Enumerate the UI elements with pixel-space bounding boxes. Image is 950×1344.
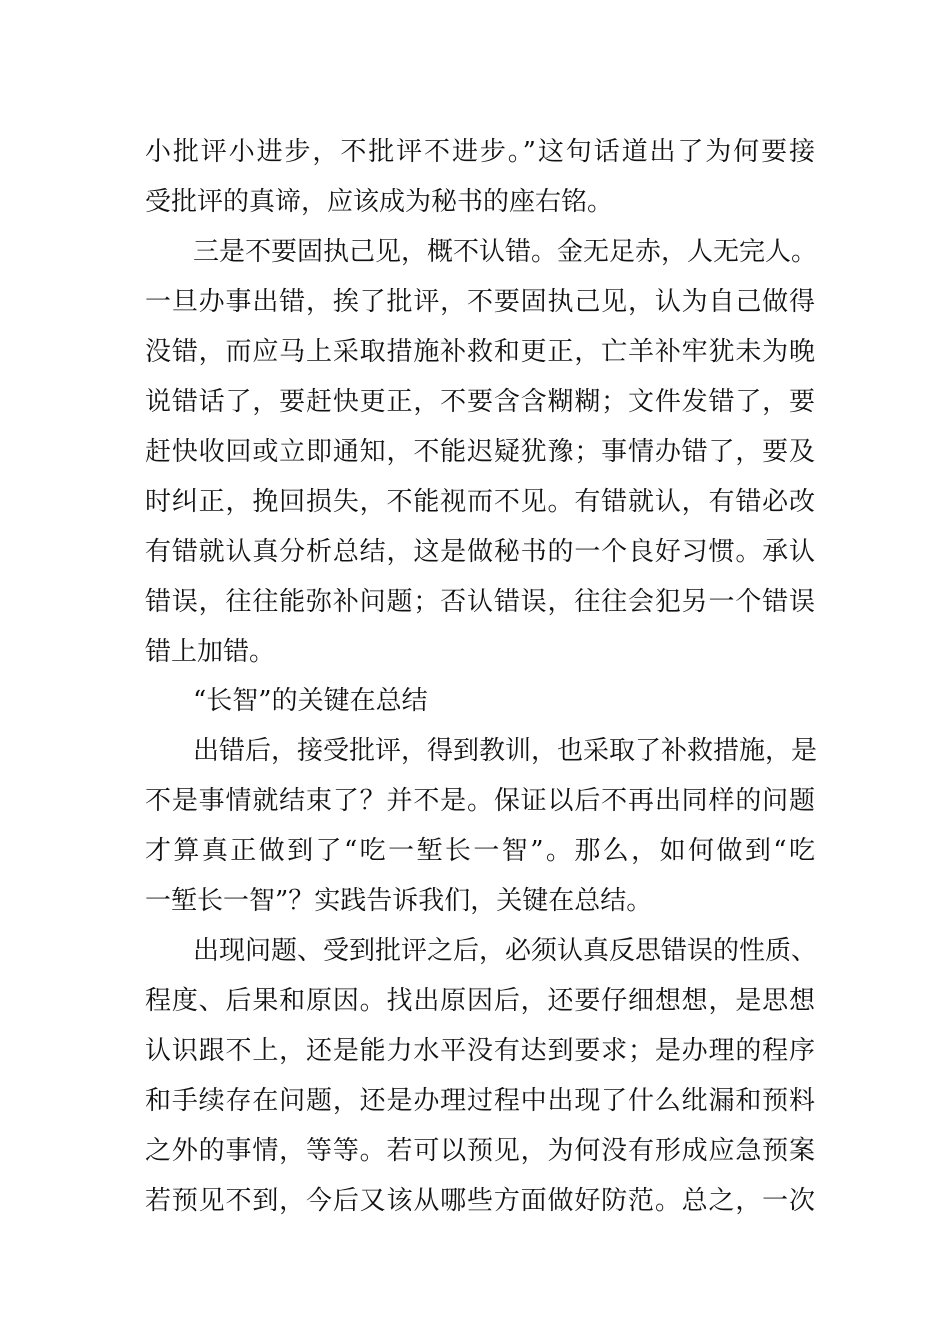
text-line-8: 时纠正，挽回损失，不能视而不见。有错就认，有错必改 xyxy=(145,487,815,517)
text-line-11: 错上加错。 xyxy=(145,637,276,667)
paragraph-start-line: 出错后，接受批评，得到教训，也采取了补救措施，是 xyxy=(193,736,818,766)
text-line-2: 受批评的真谛，应该成为秘书的座右铭。 xyxy=(145,187,614,217)
text-line-6: 说错话了，要赶快更正，不要含含糊糊；文件发错了，要 xyxy=(145,387,815,417)
paragraph-start-line: 三是不要固执己见，概不认错。金无足赤，人无完人。 xyxy=(193,237,818,267)
text-line-21: 之外的事情，等等。若可以预见，为何没有形成应急预案 xyxy=(145,1136,815,1166)
text-line-20: 和手续存在问题，还是办理过程中出现了什么纰漏和预料 xyxy=(145,1086,815,1116)
text-line-7: 赶快收回或立即通知，不能迟疑犹豫；事情办错了，要及 xyxy=(145,437,815,467)
text-line-9: 有错就认真分析总结，这是做秘书的一个良好习惯。承认 xyxy=(145,537,815,567)
text-line-1: 小批评小进步，不批评不进步。”这句话道出了为何要接 xyxy=(145,137,815,167)
text-line-5: 没错，而应马上采取措施补救和更正，亡羊补牢犹未为晚 xyxy=(145,337,815,367)
paragraph-start-line: 出现问题、受到批评之后，必须认真反思错误的性质、 xyxy=(193,936,818,966)
section-heading: “长智”的关键在总结 xyxy=(193,686,428,716)
text-line-4: 一旦办事出错，挨了批评，不要固执己见，认为自己做得 xyxy=(145,287,815,317)
text-line-14: 不是事情就结束了？并不是。保证以后不再出同样的问题 xyxy=(145,786,815,816)
text-line-10: 错误，往往能弥补问题；否认错误，往往会犯另一个错误 xyxy=(145,587,815,617)
text-line-16: 一堑长一智”？实践告诉我们，关键在总结。 xyxy=(145,886,653,916)
text-line-22: 若预见不到，今后又该从哪些方面做好防范。总之，一次 xyxy=(145,1186,815,1216)
text-line-19: 认识跟不上，还是能力水平没有达到要求；是办理的程序 xyxy=(145,1036,815,1066)
text-line-18: 程度、后果和原因。找出原因后，还要仔细想想，是思想 xyxy=(145,986,815,1016)
text-line-15: 才算真正做到了“吃一堑长一智”。那么，如何做到“吃 xyxy=(145,836,815,866)
